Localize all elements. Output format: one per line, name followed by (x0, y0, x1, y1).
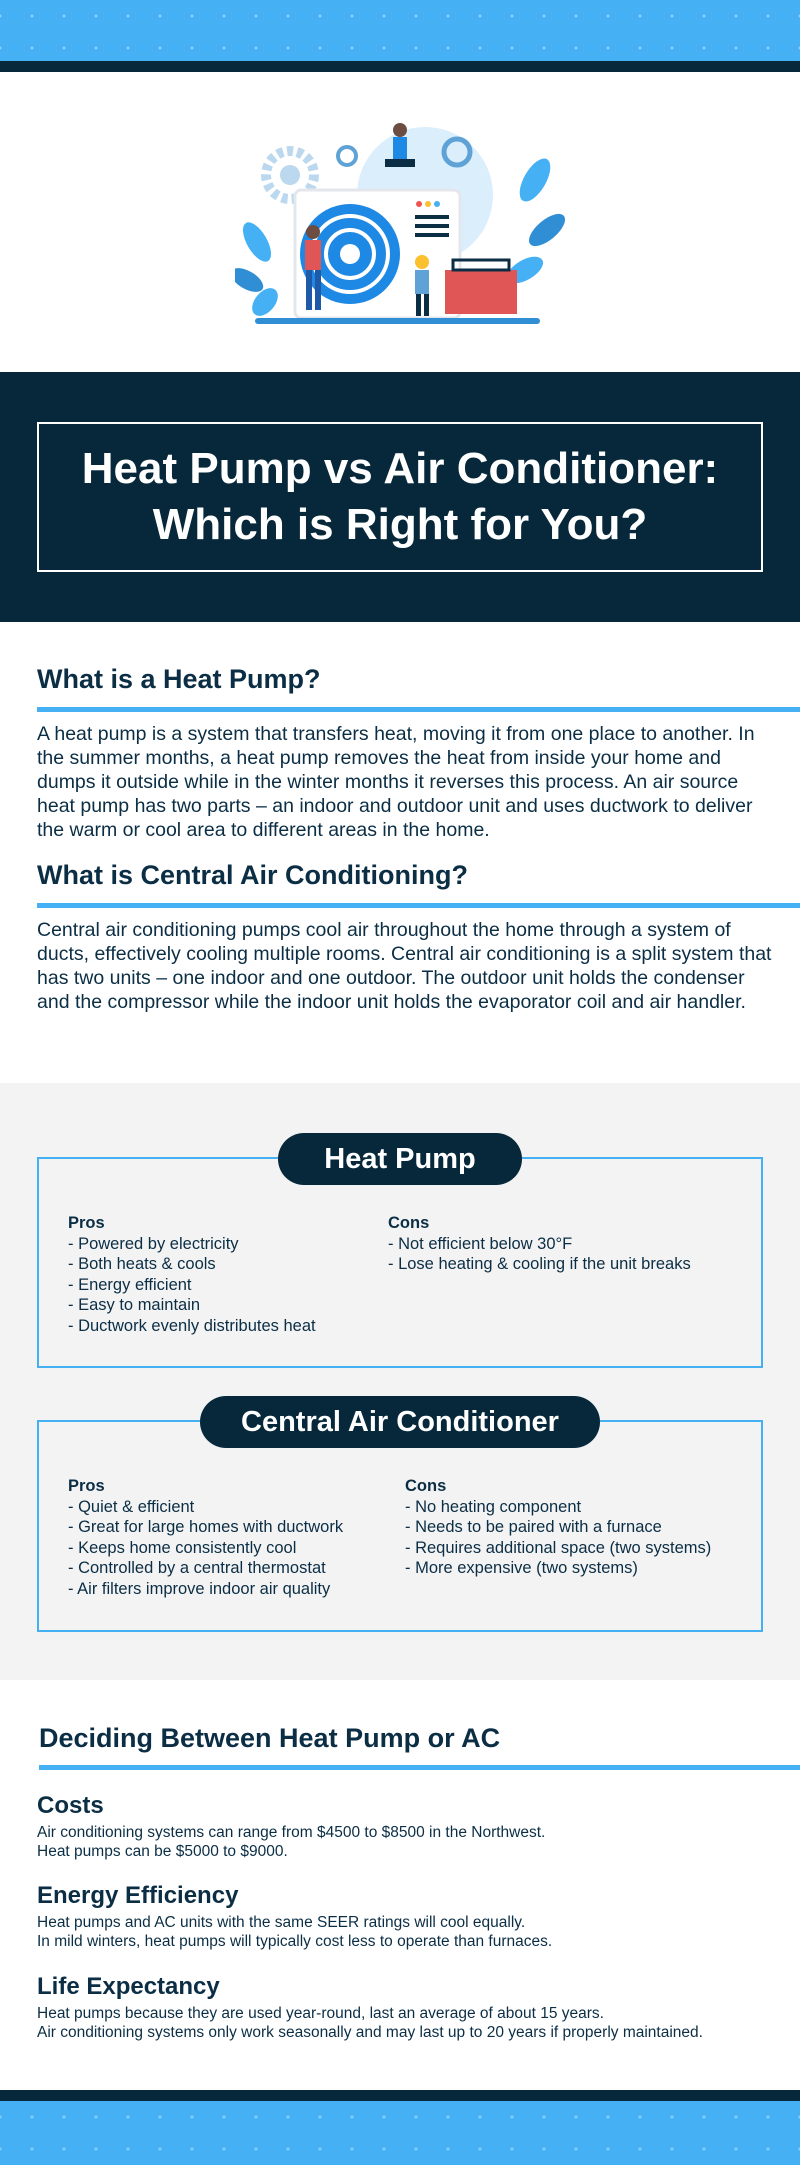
list-item: - Easy to maintain (68, 1296, 201, 1314)
list-item: - No heating component (405, 1497, 582, 1516)
heat-pump-pill: Heat Pump (278, 1133, 522, 1185)
heat-pump-cons-label: Cons (388, 1214, 430, 1232)
efficiency-line-1: Heat pumps and AC units with the same SEER ratings will cool equally. (37, 1914, 526, 1931)
life-expectancy-line-1: Heat pumps because they are used year-round, last an average of about 15 years. (37, 2005, 604, 2022)
heat-pump-rule (37, 707, 800, 712)
list-item: - Requires additional space (two systems) (405, 1538, 712, 1557)
list-item: - Lose heating & cooling if the unit breaks (388, 1255, 691, 1273)
central-ac-rule (37, 903, 800, 908)
central-ac-text: Central air conditioning pumps cool air throughout the home through a system of ducts, effectively cooling multiple rooms. Central air conditioning is a split system that has two units – one indoor and one outdoor. The outdoor unit holds the condenser and the compressor while the indoor unit holds the evaporator coil and air handler. (37, 919, 772, 1013)
list-item: - Ductwork evenly distributes heat (68, 1316, 316, 1335)
central-ac-pros (68, 1476, 378, 1599)
list-item: - Powered by electricity (68, 1234, 239, 1253)
central-ac-pill: Central Air Conditioner (200, 1396, 600, 1448)
central-ac-box (37, 1420, 763, 1632)
top-dark-strip (0, 61, 800, 72)
heat-pump-cons (388, 1213, 748, 1275)
heat-pump-text: A heat pump is a system that transfers heat, moving it from one place to another. In the summer months, a heat pump removes the heat from inside your home and dumps it outside while in the winter months it reverses this process. An air source heat pump has two parts – an indoor and outdoor unit and uses ductwork to deliver the warm or cool area to different areas in the home. (37, 723, 755, 841)
hero-section (0, 72, 800, 372)
heat-pump-heading: What is a Heat Pump? (37, 664, 321, 694)
central-ac-cons-label: Cons (405, 1477, 447, 1495)
life-expectancy-heading: Life Expectancy (37, 1973, 220, 2000)
list-item: - Great for large homes with ductwork (68, 1518, 344, 1536)
efficiency-line-2: In mild winters, heat pumps will typically cost less to operate than furnaces. (37, 1933, 553, 1950)
list-item: - Controlled by a central thermostat (68, 1559, 326, 1577)
central-ac-heading: What is Central Air Conditioning? (37, 860, 468, 890)
life-expectancy-line-2: Air conditioning systems only work seasonally and may last up to 20 years if properly maintained. (37, 2024, 703, 2041)
efficiency-heading: Energy Efficiency (37, 1882, 239, 1909)
list-item: - Not efficient below 30°F (388, 1234, 573, 1253)
heat-pump-box (37, 1157, 763, 1368)
list-item: - Air filters improve indoor air quality (68, 1579, 331, 1598)
deciding-rule (39, 1765, 800, 1770)
deciding-heading: Deciding Between Heat Pump or AC (39, 1723, 501, 1753)
title-line-1: Heat Pump vs Air Conditioner: (81, 444, 719, 493)
heat-pump-pros-label: Pros (68, 1214, 105, 1232)
list-item: - Both heats & cools (68, 1255, 216, 1273)
costs-line-2: Heat pumps can be $5000 to $9000. (37, 1843, 288, 1860)
list-item: - Needs to be paired with a furnace (405, 1518, 662, 1536)
costs-line-1: Air conditioning systems can range from $4500 to $8500 in the Northwest. (37, 1824, 546, 1841)
central-ac-cons (405, 1476, 755, 1579)
list-item: - Energy efficient (68, 1275, 192, 1294)
page-title (37, 422, 763, 572)
hvac-technicians-illustration-icon (235, 120, 565, 335)
comparison-section (0, 1083, 800, 1680)
bottom-dark-strip (0, 2090, 800, 2101)
title-band (0, 372, 800, 622)
list-item: - Keeps home consistently cool (68, 1538, 297, 1557)
costs-heading: Costs (37, 1792, 104, 1819)
top-pattern-band (0, 0, 800, 64)
title-line-2: Which is Right for You? (152, 500, 648, 549)
bottom-pattern-band (0, 2101, 800, 2165)
list-item: - Quiet & efficient (68, 1497, 195, 1516)
list-item: - More expensive (two systems) (405, 1559, 638, 1577)
central-ac-pros-label: Pros (68, 1477, 105, 1495)
heat-pump-pros (68, 1213, 368, 1336)
